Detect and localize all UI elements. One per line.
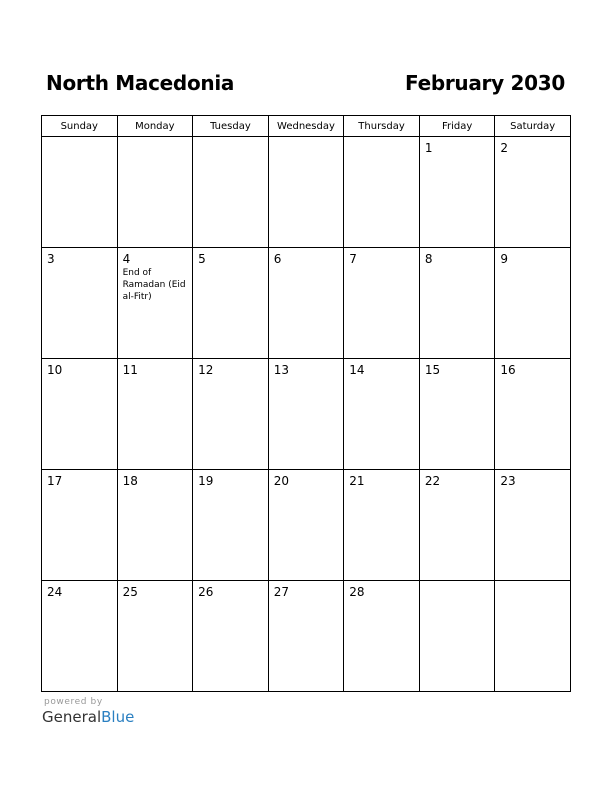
day-number: 16: [500, 363, 516, 377]
day-cell: [193, 470, 269, 581]
day-number: 14: [349, 363, 365, 377]
day-number: 13: [273, 363, 289, 377]
day-number: 21: [349, 474, 365, 488]
day-cell: [344, 248, 420, 359]
powered-by-label: powered by: [44, 697, 103, 707]
day-number: 25: [122, 585, 138, 599]
week-row: [42, 581, 571, 692]
day-cell: [268, 359, 344, 470]
day-number: 4: [122, 252, 131, 266]
day-cell: [344, 137, 420, 248]
weekday-header: Tuesday: [193, 116, 269, 137]
day-cell: [268, 248, 344, 359]
day-cell: [344, 581, 420, 692]
weekday-header: Sunday: [42, 116, 118, 137]
day-cell: [268, 137, 344, 248]
weekday-header: Thursday: [344, 116, 420, 137]
day-cell: [495, 359, 571, 470]
week-row: [42, 248, 571, 359]
day-number: 11: [122, 363, 138, 377]
week-row: [42, 359, 571, 470]
day-cell: [344, 359, 420, 470]
day-number: 24: [47, 585, 63, 599]
day-cell: [117, 581, 193, 692]
day-number: 10: [47, 363, 63, 377]
day-cell: [193, 359, 269, 470]
calendar-grid: [41, 115, 571, 692]
day-cell: [42, 470, 118, 581]
day-number: 27: [273, 585, 289, 599]
day-cell: [344, 470, 420, 581]
day-cell: [495, 137, 571, 248]
day-number: 20: [273, 474, 289, 488]
day-number: 8: [424, 252, 433, 266]
day-number: 1: [424, 141, 433, 155]
week-row: [42, 470, 571, 581]
day-cell: [193, 137, 269, 248]
day-number: 7: [349, 252, 357, 266]
day-cell: [495, 248, 571, 359]
weekday-header: Monday: [117, 116, 193, 137]
generalblue-logo[interactable]: [42, 708, 134, 726]
day-number: 26: [198, 585, 214, 599]
calendar-country-title: North Macedonia: [46, 71, 235, 95]
day-cell: [193, 581, 269, 692]
day-number: 5: [198, 252, 206, 266]
weekday-header: Friday: [419, 116, 495, 137]
day-cell: [117, 137, 193, 248]
holiday-event: End of Ramadan (Eid al-Fitr): [122, 268, 186, 302]
day-cell: [117, 248, 193, 359]
weekday-header-row: [42, 116, 571, 137]
day-number: 28: [349, 585, 365, 599]
day-cell: [193, 248, 269, 359]
day-number: 18: [122, 474, 138, 488]
week-row: [42, 137, 571, 248]
day-number: 17: [47, 474, 63, 488]
day-number: 9: [500, 252, 509, 266]
day-number: 23: [500, 474, 516, 488]
day-cell: [117, 359, 193, 470]
day-number: 2: [500, 141, 509, 155]
day-cell: [42, 137, 118, 248]
brand-name-part1: General: [42, 708, 102, 726]
day-cell: [42, 248, 118, 359]
day-number: 19: [198, 474, 214, 488]
calendar-month-title: February 2030: [405, 71, 565, 95]
day-number: 15: [424, 363, 441, 377]
day-number: 22: [424, 474, 441, 488]
day-number: 12: [198, 363, 214, 377]
day-cell: [419, 359, 495, 470]
day-cell: [42, 359, 118, 470]
weekday-header: Wednesday: [268, 116, 344, 137]
day-cell: [268, 470, 344, 581]
day-number: 3: [47, 252, 55, 266]
day-cell: [419, 248, 495, 359]
day-number: 6: [273, 252, 282, 266]
brand-name-part2: Blue: [101, 708, 135, 726]
day-cell: [419, 470, 495, 581]
day-cell: [495, 581, 571, 692]
day-cell: [419, 581, 495, 692]
day-cell: [42, 581, 118, 692]
day-cell: [419, 137, 495, 248]
day-cell: [117, 470, 193, 581]
day-cell: [268, 581, 344, 692]
day-cell: [495, 470, 571, 581]
weekday-header: Saturday: [495, 116, 571, 137]
